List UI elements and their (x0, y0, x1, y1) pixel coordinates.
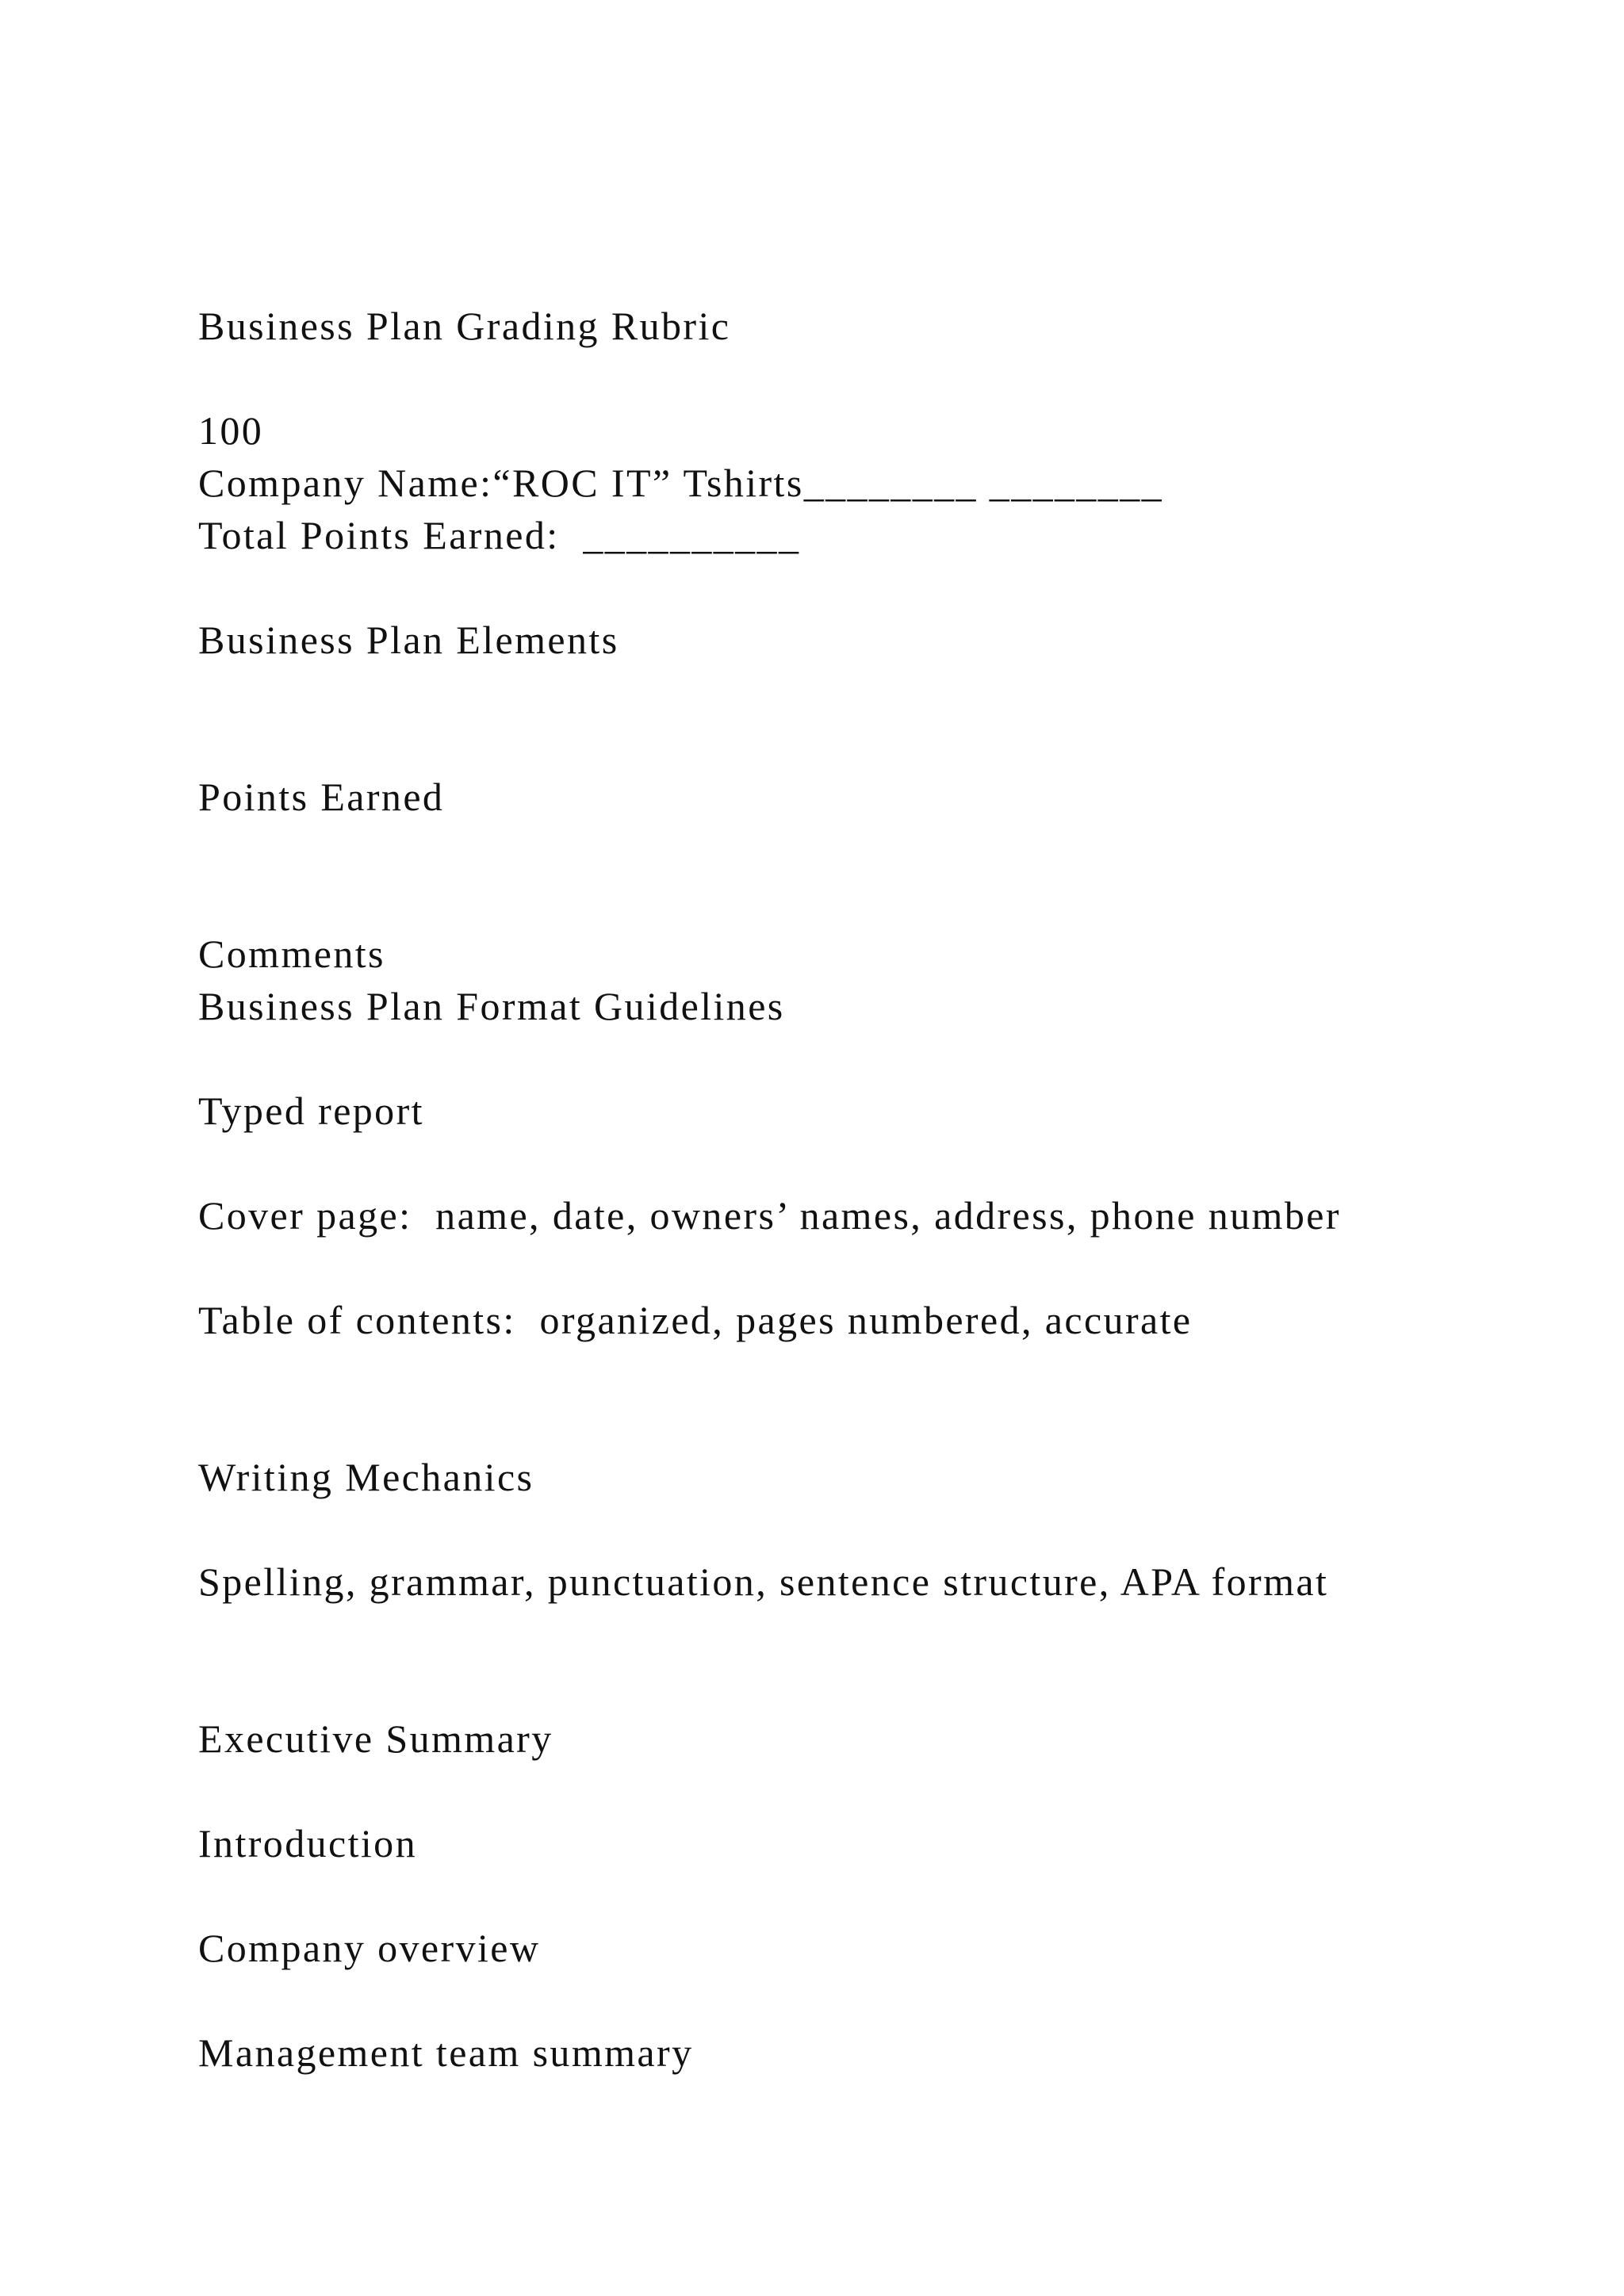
document-title: Business Plan Grading Rubric (198, 304, 731, 348)
executive-summary-heading: Executive Summary (198, 1716, 553, 1761)
column-header-comments: Comments (198, 932, 385, 976)
column-header-elements: Business Plan Elements (198, 618, 619, 662)
format-item-cover-page: Cover page: name, date, owners’ names, address, phone number (198, 1193, 1341, 1238)
column-header-points-earned: Points Earned (198, 775, 445, 819)
executive-summary-item-company-overview: Company overview (198, 1926, 541, 1970)
format-item-typed-report: Typed report (198, 1089, 424, 1133)
executive-summary-item-management-team: Management team summary (198, 2030, 694, 2075)
format-guidelines-heading: Business Plan Format Guidelines (198, 984, 785, 1028)
total-points-earned-line: Total Points Earned: __________ (198, 513, 801, 557)
company-name-line: Company Name:“ROC IT” Tshirts________ ________ (198, 461, 1163, 505)
writing-mechanics-item: Spelling, grammar, punctuation, sentence structure, APA format (198, 1559, 1329, 1604)
format-item-table-of-contents: Table of contents: organized, pages numbered, accurate (198, 1298, 1193, 1342)
total-possible-points: 100 (198, 408, 264, 453)
executive-summary-item-introduction: Introduction (198, 1821, 417, 1866)
writing-mechanics-heading: Writing Mechanics (198, 1455, 534, 1499)
